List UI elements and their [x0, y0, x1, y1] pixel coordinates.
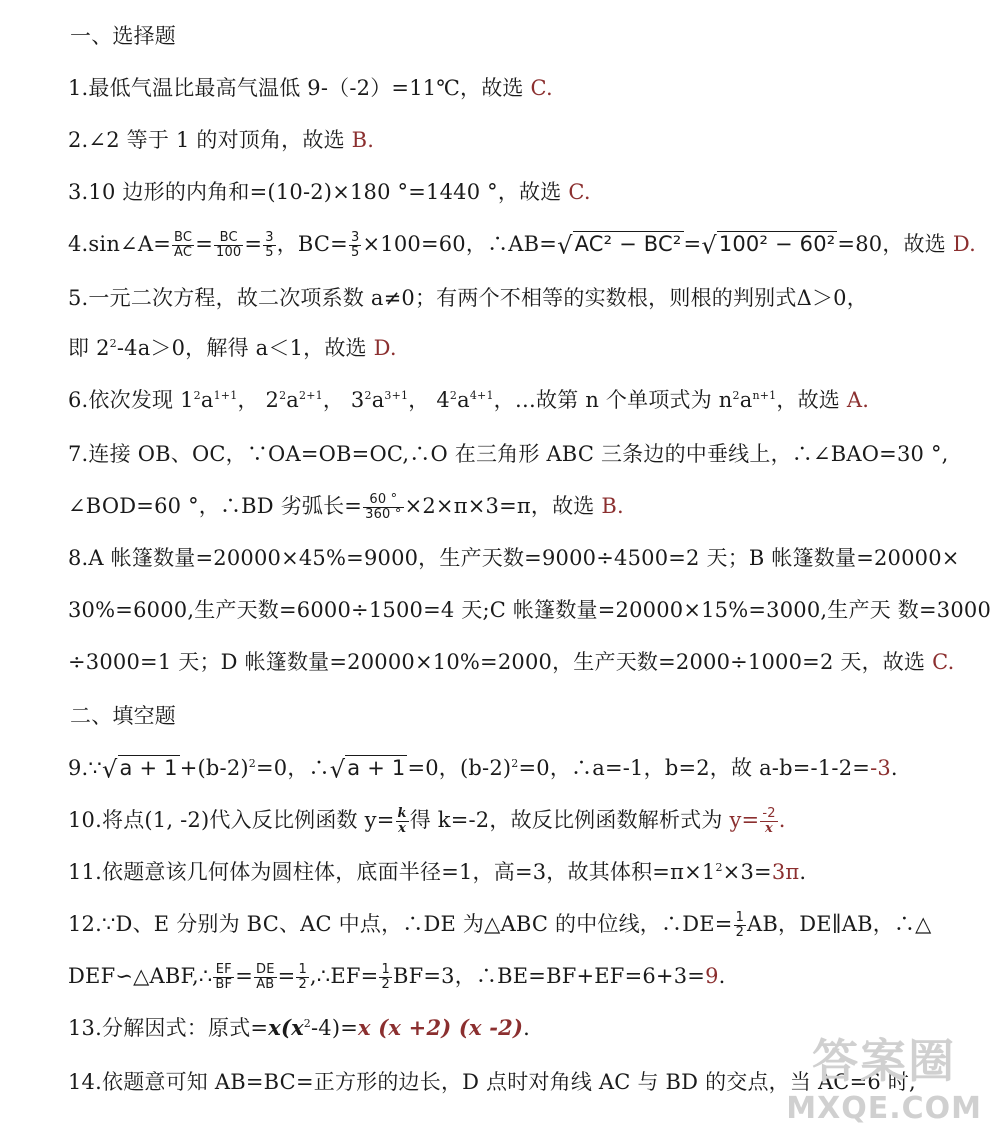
answer: C: [530, 76, 547, 100]
question-5-line-2: 即 $2^2-4a>0$，解得 a＜1，故选 D.: [68, 336, 397, 360]
question-1: 1.最低气温比最高气温低 9-（-2）=11℃，故选 C.: [68, 76, 553, 100]
question-13: 13.分解因式：原式$=x(x^2-4)=x$ (x +2) (x -2).: [68, 1015, 531, 1040]
answer: B: [351, 128, 368, 152]
answer: C: [932, 650, 948, 674]
fraction: $\frac{3}{5}$: [350, 230, 360, 260]
square-root: √a + 1: [102, 755, 178, 784]
question-11: 11.依题意该几何体为圆柱体，底面半径=1，高=3，故其体积$=\pi\times 1^2\times 3=3\pi$.: [68, 860, 807, 884]
question-8-line-3: ÷3000=1 天；D 帐篷数量=20000×10%=2000，生产天数=2000÷1000=2 天，故选 C.: [68, 650, 955, 674]
question-12-line-1: 12.∵D、E 分别为 BC、AC 中点，∴DE 为△ABC 的中位线，∴DE= $\frac{1}{2}$ AB，DE∥AB，∴△: [68, 910, 932, 940]
question-2: 2.∠2 等于 1 的对顶角，故选 B.: [68, 128, 375, 152]
question-7-line-1: 7.连接 OB、OC，∵OA=OB=OC,∴O 在三角形 ABC 三条边的中垂线上，∴∠BAO=30 °,: [68, 442, 949, 466]
fraction: $\frac{BC}{100}$: [215, 230, 242, 260]
question-5-line-1: 5.一元二次方程，故二次项系数 a≠0；有两个不相等的实数根，则根的判别式Δ＞0，: [68, 286, 868, 310]
fraction: $\frac{k}{x}$: [397, 806, 407, 836]
question-3: 3.10 边形的内角和=(10-2)×180 °=1440 °，故选 C.: [68, 180, 591, 204]
question-8-line-1: 8.A 帐篷数量=20000×45%=9000，生产天数=9000÷4500=2 天；B 帐篷数量=20000×: [68, 546, 960, 570]
question-12-line-2: DEF∽△ABF,∴ $\frac{EF}{BF}$ = $\frac{DE}{AB}$ = $\frac{1}{2}$ ,∴EF= $\frac{1}{2}$ BF=3，∴BE=BF+EF=6+3=9.: [68, 962, 726, 992]
question-8-line-2: 30%=6000,生产天数=6000÷1500=4 天;C 帐篷数量=20000×15%=3000,生产天 数=3000: [68, 598, 992, 622]
fraction: $\frac{3}{5}$: [265, 230, 274, 260]
fraction: $\frac{EF}{BF}$: [215, 962, 233, 992]
fraction: $\frac{BC}{AC}$: [174, 230, 193, 260]
answer: x (x +2) (x -2): [358, 1015, 524, 1040]
square-root: √100² − 60²: [701, 231, 836, 260]
fraction: $\frac{60 ^\circ}{360 ^\circ}$: [365, 492, 402, 522]
answer: y=: [729, 808, 760, 832]
question-9: 9.∵√a + $1+(b-2)^2=0$，∴√a + 1=0，$(b-2)^2=0$，∴a=-1，b=2，故 a-b=-1-2=-3.: [68, 755, 898, 784]
answer: A: [846, 388, 863, 412]
question-4: 4.sin∠A= $\frac{BC}{AC}$ = $\frac{BC}{100}$ = $\frac{3}{5}$ ，BC= $\frac{3}{5}$ ×100=60，∴AB=√AC² − BC²=√100² − 60²=80，故选 D.: [68, 230, 976, 260]
answer: C: [568, 180, 584, 204]
answer: -3: [870, 756, 891, 780]
fraction: $\frac{DE}{AB}$: [256, 962, 275, 992]
answer: 3π: [771, 860, 800, 884]
fraction: $\frac{1}{2}$: [735, 910, 745, 940]
answer: B: [601, 494, 617, 518]
square-root: √AC² − BC²: [557, 231, 682, 260]
square-root: √a + 1: [329, 755, 406, 784]
question-10: 10.将点(1, -2)代入反比例函数 y= $\frac{k}{x}$ 得 k=-2，故反比例函数解析式为 y= $\frac{-2}{x}$ .: [68, 806, 786, 836]
fraction: $\frac{-2}{x}$: [762, 806, 776, 836]
answer: 9: [705, 964, 719, 988]
question-14: 14.依题意可知 AB=BC=正方形的边长，D 点时对角线 AC 与 BD 的交点，当 AC=6 时,: [68, 1070, 916, 1094]
fraction: $\frac{1}{2}$: [381, 962, 390, 992]
section-heading-choice: 一、选择题: [70, 24, 176, 48]
watermark-logo: 答案圈 MXQE.COM: [786, 1034, 982, 1126]
question-6: 6.依次发现 $1^2a^{1+1}$， $2^2a^{2+1}$， $3^2a^{3+1}$， $4^2a^{4+1}$，…故第 n 个单项式为 $n^2a^{n+1}$，故选 A.: [68, 388, 870, 412]
fraction: $\frac{1}{2}$: [298, 962, 307, 992]
answer: D: [373, 336, 390, 360]
question-7-line-2: ∠BOD=60 °，∴BD 劣弧长= $\frac{60 ^\circ}{360 ^\circ}$ ×2×π×3=π，故选 B.: [68, 492, 624, 522]
answer: D: [952, 232, 970, 256]
section-heading-fill-in: 二、填空题: [70, 704, 176, 728]
